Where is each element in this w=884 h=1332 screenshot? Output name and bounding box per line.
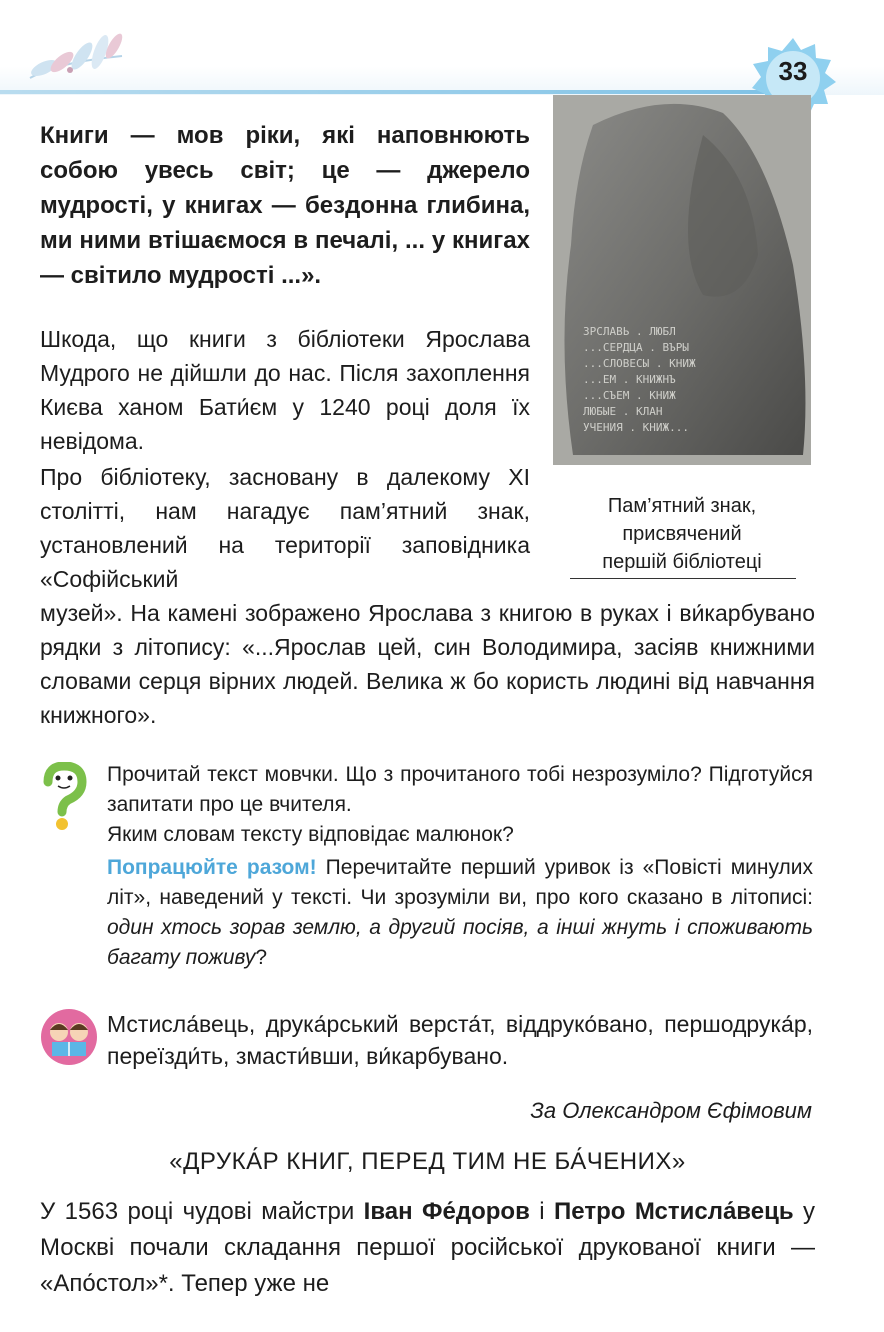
name-petro-mstyslavets: Петро Мстисла́вець <box>554 1198 794 1225</box>
svg-text:...СЪЕМ . КНИЖ: ...СЪЕМ . КНИЖ <box>583 389 676 402</box>
task-read-silently: Прочитай текст мовчки. Що з прочитаного тобі незрозуміло? Підготуйся запитати про це вчителя. <box>107 763 813 816</box>
paragraph-memorial-part2: музей». На камені зображено Ярослава з книгою в руках і ви́карбувано рядки з літопису: «...Ярослав цей, син Володимира, засіяв книжними словами серця вірних людей. Велика ж бо користь людині від навчання книжного». <box>40 600 815 728</box>
svg-text:...ЕМ . КНИЖНЪ: ...ЕМ . КНИЖНЪ <box>583 373 676 386</box>
caption-underline <box>570 578 796 579</box>
floral-ornament-icon <box>22 26 132 86</box>
svg-text:...СЕРДЦА . ВЪРЫ: ...СЕРДЦА . ВЪРЫ <box>583 341 689 354</box>
paragraph-first-printers: У 1563 році чудові майстри Іван Фе́доров і Петро Мстисла́вець у Москві почали складання першої російської друкованої книги — «Апо́стол»*. Тепер уже не <box>40 1198 816 1297</box>
header-rule <box>0 90 780 94</box>
question-mark-icon <box>38 762 88 832</box>
section-heading: «ДРУКА́Р КНИГ, ПЕРЕД ТИМ НЕ БА́ЧЕНИХ» <box>169 1148 686 1175</box>
svg-text:ЛЮБЫЕ . КЛАН: ЛЮБЫЕ . КЛАН <box>583 405 663 418</box>
name-ivan-fedorov: Іван Фе́доров <box>363 1198 530 1225</box>
figure-caption: Пам’ятний знак, присвячений першій бібліотеці <box>602 495 762 573</box>
source-author: За Олександром Єфімовим <box>530 1098 812 1123</box>
svg-text:...СЛОВЕСЫ . КНИЖ: ...СЛОВЕСЫ . КНИЖ <box>583 357 696 370</box>
children-reading-icon <box>40 1008 98 1066</box>
svg-text:ЗРСЛАВЬ . ЛЮБЛ: ЗРСЛАВЬ . ЛЮБЛ <box>583 325 676 338</box>
task-work-together: Попрацюйте разом! Перечитайте перший уривок із «Повісті минулих літ», наведений у тексті. Чи зрозуміли ви, про кого сказано в літописі: один хтось зорав землю, а другий посіяв, а інші жнуть і споживають багату поживу? <box>107 856 814 969</box>
page-number: 33 <box>778 56 808 86</box>
memorial-stone-photo <box>553 95 811 465</box>
chronicle-excerpt: один хтось зорав землю, а другий посіяв, а інші жнуть і споживають багату поживу <box>107 916 813 969</box>
task-picture-match: Яким словам тексту відповідає малюнок? <box>107 823 514 846</box>
paragraph-library-lost: Шкода, що книги з бібліотеки Ярослава Мудрого не дійшли до нас. Після захоплення Києва ханом Бати́єм у 1240 році доля їх невідома. <box>40 326 530 454</box>
svg-text:УЧЕНИЯ . КНИЖ...: УЧЕНИЯ . КНИЖ... <box>583 421 689 434</box>
vocabulary-words: Мстисла́вець, друка́рський верста́т, віддруко́вано, першодрука́р, переїзди́ть, змасти́вши, ви́карбувано. <box>107 1011 813 1069</box>
chronicle-quote: Книги — мов ріки, які наповнюють собою увесь світ; це — джерело мудрості, у книгах — бездонна глибина, ми ними втішаємося в печалі, ... у книгах — світило мудрості ...». <box>40 122 530 289</box>
work-together-label: Попрацюйте разом! <box>107 856 317 879</box>
paragraph-memorial-part1: Про бібліотеку, засновану в далекому XI столітті, нам нагадує пам’ятний знак, установлений на території заповідника «Софійський <box>40 464 530 592</box>
